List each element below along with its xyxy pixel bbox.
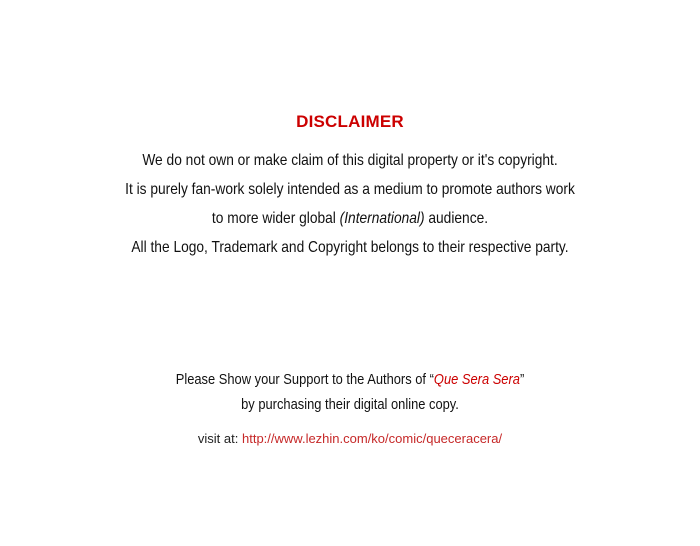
disclaimer-line-2: It is purely fan-work solely intended as a medium to promote authors work [125, 181, 575, 198]
disclaimer-line-4: All the Logo, Trademark and Copyright belongs to their respective party. [131, 239, 569, 256]
disclaimer-line-3 [49, 209, 651, 229]
disclaimer-line-3-prefix: to more wider global [211, 210, 340, 227]
support-line-1 [49, 370, 651, 390]
support-line-1-suffix: ” [519, 371, 525, 388]
international-text: (International) [339, 210, 425, 227]
disclaimer-line-3-suffix: audience. [424, 210, 489, 227]
disclaimer-line-1: We do not own or make claim of this digital property or it's copyright. [142, 152, 558, 169]
work-title: Que Sera Sera [433, 371, 520, 388]
visit-label: visit at: [197, 431, 242, 446]
disclaimer-title: DISCLAIMER [296, 112, 404, 131]
visit-line [0, 430, 700, 448]
support-line-1-prefix: Please Show your Support to the Authors of “ [175, 371, 434, 388]
comic-link[interactable]: http://www.lezhin.com/ko/comic/queceracera/ [241, 431, 503, 446]
support-line-2: by purchasing their digital online copy. [241, 396, 459, 413]
